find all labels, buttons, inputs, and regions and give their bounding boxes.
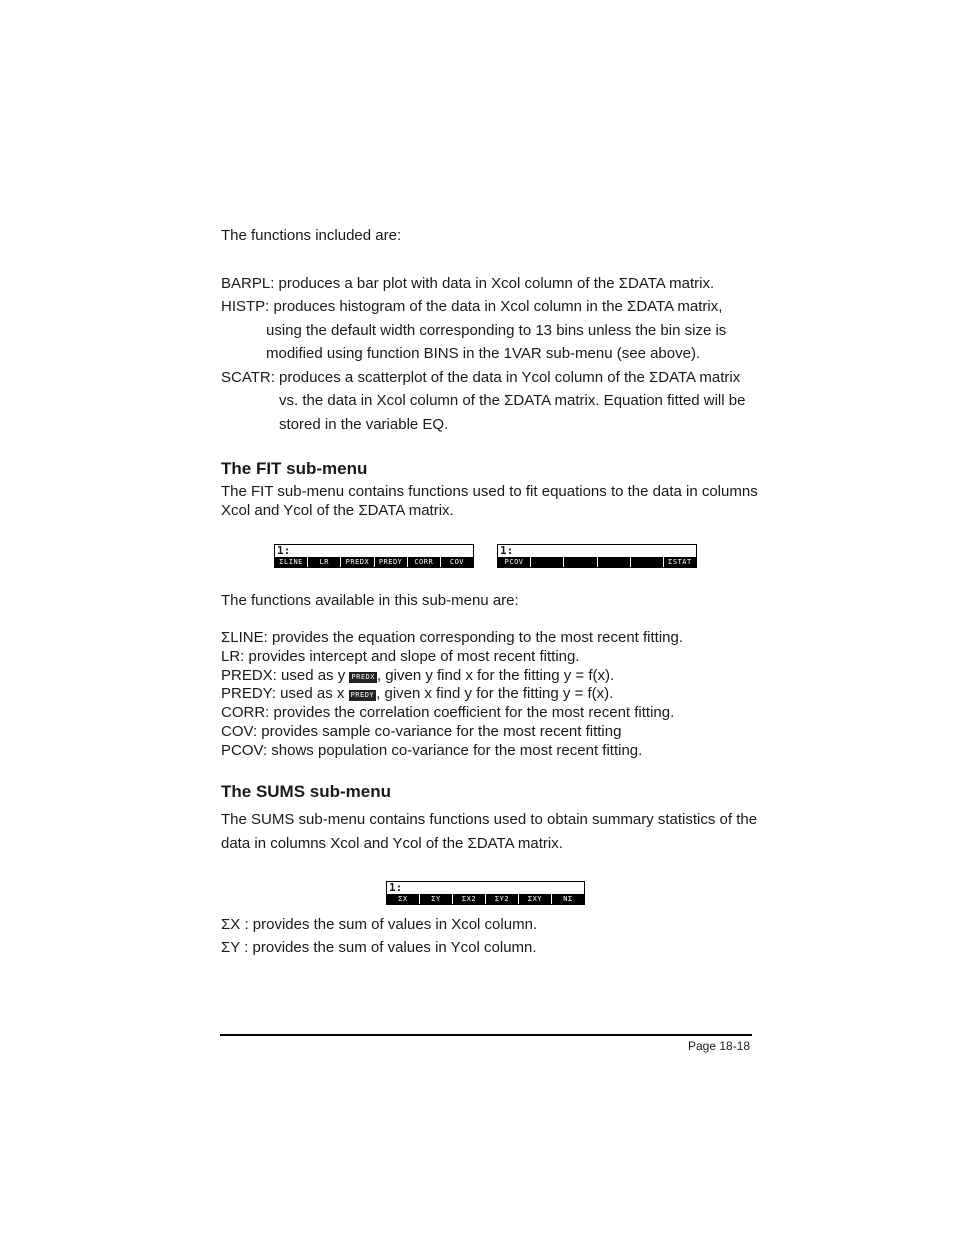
softkey-menu	[275, 557, 473, 567]
lr-desc: LR: provides intercept and slope of most recent fitting.	[221, 648, 580, 665]
softkey-empty-2[interactable]	[564, 557, 596, 567]
softkey-sy2[interactable]: ΣY2	[486, 894, 518, 904]
stack-level: 1:	[277, 544, 291, 557]
softkey-lr[interactable]: LR	[308, 557, 340, 567]
sums-desc-line1: The SUMS sub-menu contains functions used to obtain summary statistics of the	[221, 811, 758, 828]
intro-text: The functions included are:	[221, 227, 402, 244]
softkey-sx[interactable]: ΣX	[387, 894, 419, 904]
softkey-sline[interactable]: ΣLINE	[275, 557, 307, 567]
stack-level: 1:	[389, 881, 403, 894]
histp-desc-line3: modified using function BINS in the 1VAR sub-menu (see above).	[266, 345, 701, 362]
sums-heading: The SUMS sub-menu	[221, 782, 392, 801]
softkey-predy[interactable]: PREDY	[375, 557, 407, 567]
fit-heading: The FIT sub-menu	[221, 459, 368, 478]
softkey-corr[interactable]: CORR	[408, 557, 440, 567]
softkey-menu	[498, 557, 696, 567]
softkey-sx2[interactable]: ΣX2	[453, 894, 485, 904]
softkey-empty-1[interactable]	[531, 557, 563, 567]
fit-desc-line1: The FIT sub-menu contains functions used to fit equations to the data in columns	[221, 483, 758, 500]
stack-level: 1:	[500, 544, 514, 557]
scatr-desc-line2: vs. the data in Xcol column of the ΣDATA matrix. Equation fitted will be	[279, 392, 746, 409]
page-number: Page 18-18	[688, 1039, 751, 1053]
softkey-sstat[interactable]: ΣSTAT	[664, 557, 696, 567]
cov-desc: COV: provides sample co-variance for the most recent fitting	[221, 723, 622, 740]
softkey-empty-3[interactable]	[598, 557, 630, 567]
softkey-sxy[interactable]: ΣXY	[519, 894, 551, 904]
softkey-predx[interactable]: PREDX	[341, 557, 373, 567]
histp-desc-line2: using the default width corresponding to 13 bins unless the bin size is	[266, 322, 727, 339]
fit-available-text: The functions available in this sub-menu are:	[221, 592, 519, 609]
sy-desc: ΣY : provides the sum of values in Ycol column.	[221, 939, 537, 956]
predy-desc	[221, 684, 613, 703]
predx-key-icon: PREDX	[351, 673, 375, 681]
scatr-desc-line1: SCATR: produces a scatterplot of the data in Ycol column of the ΣDATA matrix	[221, 369, 741, 386]
sums-screen	[386, 881, 585, 905]
fit-desc-line2: Xcol and Ycol of the ΣDATA matrix.	[221, 502, 454, 519]
barpl-desc: BARPL: produces a bar plot with data in Xcol column of the ΣDATA matrix.	[221, 275, 715, 292]
corr-desc: CORR: provides the correlation coefficient for the most recent fitting.	[221, 704, 675, 721]
softkey-ns[interactable]: NΣ	[552, 894, 584, 904]
softkey-empty-4[interactable]	[631, 557, 663, 567]
predx-desc-a: PREDX: used as y	[221, 667, 350, 684]
sline-desc: ΣLINE: provides the equation corresponding to the most recent fitting.	[221, 629, 684, 646]
sums-desc-line2: data in columns Xcol and Ycol of the ΣDATA matrix.	[221, 835, 563, 852]
softkey-pcov[interactable]: PCOV	[498, 557, 530, 567]
histp-desc-line1: HISTP: produces histogram of the data in Xcol column in the ΣDATA matrix,	[221, 298, 723, 315]
fit-screen-2	[497, 544, 697, 568]
footer-rule	[220, 1034, 752, 1036]
pcov-desc: PCOV: shows population co-variance for the most recent fitting.	[221, 742, 643, 759]
predx-desc	[221, 666, 614, 685]
predy-key-icon: PREDY	[350, 691, 375, 699]
predy-desc-b: , given x find y for the fitting y = f(x).	[376, 685, 614, 702]
predy-desc-a: PREDY: used as x	[221, 685, 349, 702]
sx-desc: ΣX : provides the sum of values in Xcol column.	[221, 916, 538, 933]
softkey-sy[interactable]: ΣY	[420, 894, 452, 904]
scatr-desc-line3: stored in the variable EQ.	[279, 416, 449, 433]
softkey-menu	[387, 894, 584, 904]
softkey-cov[interactable]: COV	[441, 557, 473, 567]
predx-desc-b: , given y find x for the fitting y = f(x).	[376, 667, 615, 684]
fit-screen-1	[274, 544, 474, 568]
